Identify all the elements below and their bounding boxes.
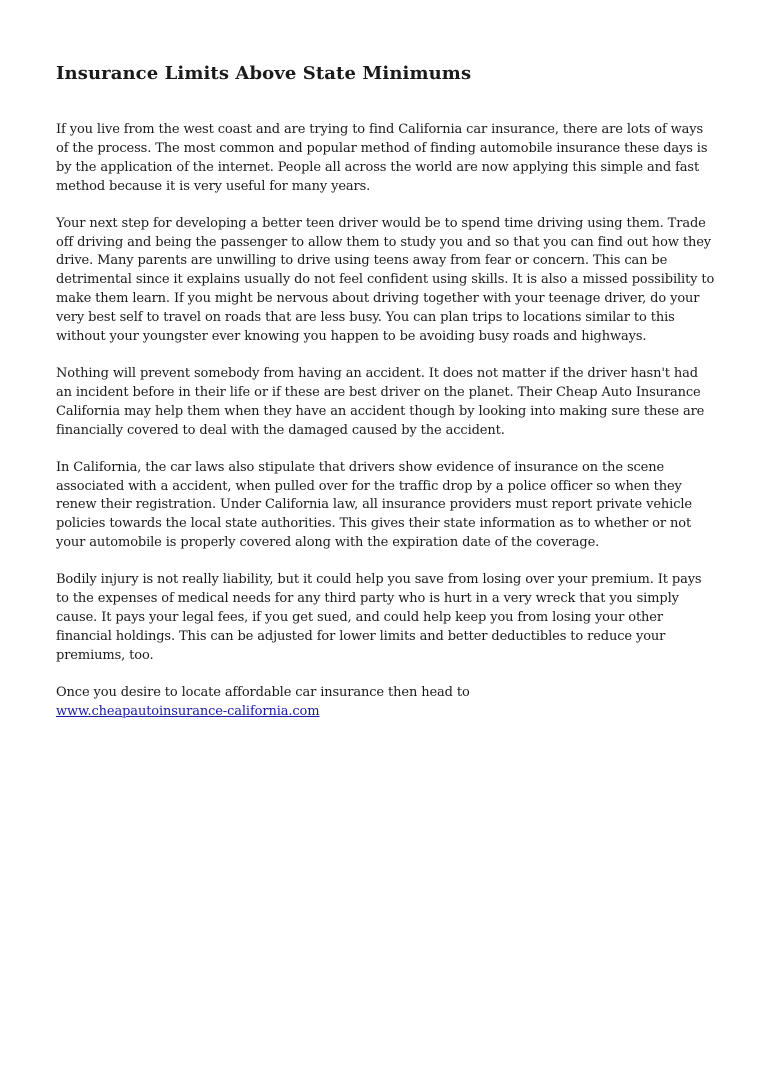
paragraph-accident: Nothing will prevent somebody from having an accident. It does not matter if the driver hasn't had an incident before in their life or if these are best driver on the planet. Their Cheap Auto Insurance California may help them when they have an accident though by looking into making sure these are financially covered to deal with the damaged caused by the accident. [56,365,705,438]
paragraph-intro: If you live from the west coast and are trying to find California car insurance, there are lots of ways of the process. The most common and popular method of finding automobile insurance these days is by the application of the internet. People all across the world are now applying this simple and fast method because it is very useful for many years. [56,122,708,194]
document-page [56,62,716,739]
website-link[interactable]: www.cheapautoinsurance-california.com [56,703,320,719]
closing-text: Once you desire to locate affordable car insurance then head to [56,684,470,700]
document-title: Insurance Limits Above State Minimums [56,63,472,84]
paragraph-california-laws: In California, the car laws also stipulate that drivers show evidence of insurance on the scene associated with a accident, when pulled over for the traffic drop by a police officer so when they renew their registration. Under California law, all insurance providers must report private vehicle policies towards the local state authorities. This gives their state information as to whether or not your automobile is properly covered along with the expiration date of the coverage. [56,459,692,551]
paragraph-bodily-injury: Bodily injury is not really liability, but it could help you save from losing over your premium. It pays to the expenses of medical needs for any third party who is hurt in a very wreck that you simply cause. It pays your legal fees, if you get sued, and could help keep you from losing your other financial holdings. This can be adjusted for lower limits and better deductibles to reduce your premiums, too. [56,572,702,663]
paragraph-teen-driver: Your next step for developing a better teen driver would be to spend time driving using them. Trade off driving and being the passenger to allow them to study you and so that you can find out how they drive. Many parents are unwilling to drive using teens away from fear or concern. This can be detrimental since it explains usually do not feel confident using skills. It is also a missed possibility to make them learn. If you might be nervous about driving together with your teenage driver, do your very best self to travel on roads that are less busy. You can plan trips to locations similar to this without your youngster ever knowing you happen to be avoiding busy roads and highways. [56,215,715,345]
paragraph-closing [56,684,716,722]
